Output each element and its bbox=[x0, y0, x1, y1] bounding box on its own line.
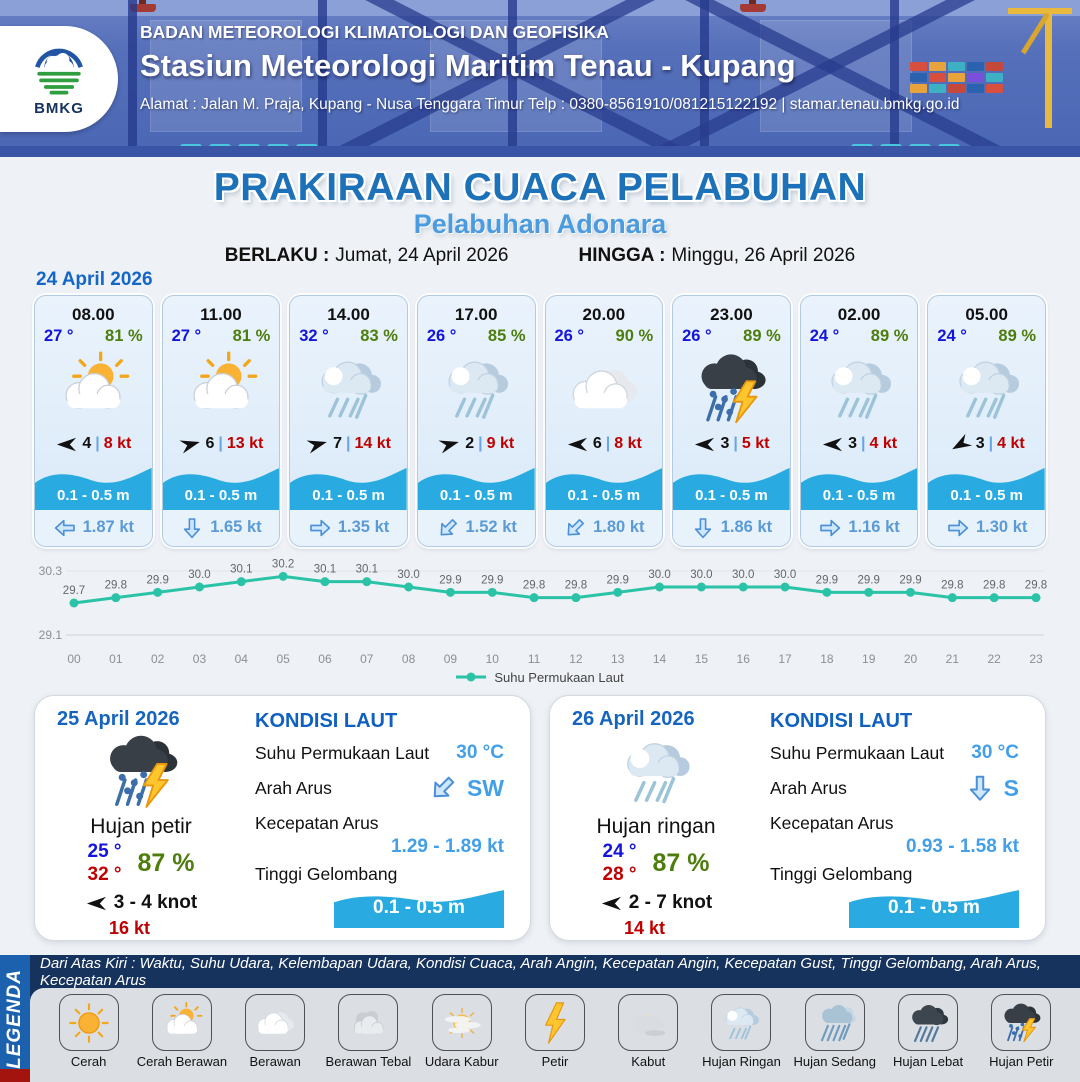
humidity-value: 81 % bbox=[105, 327, 143, 345]
air-temperature: 27 ° bbox=[171, 327, 202, 345]
gust-speed: 9 kt bbox=[486, 435, 515, 453]
svg-text:21: 21 bbox=[945, 652, 960, 666]
air-temperature: 26 ° bbox=[426, 327, 457, 345]
wind-divider: | bbox=[860, 435, 866, 453]
gust-speed: 8 kt bbox=[614, 435, 642, 453]
svg-text:23: 23 bbox=[1029, 652, 1043, 666]
wind-divider: | bbox=[478, 435, 483, 453]
svg-text:29.9: 29.9 bbox=[606, 574, 629, 587]
weather-icon bbox=[338, 994, 398, 1051]
sst-chart bbox=[30, 549, 1050, 667]
svg-text:29.8: 29.8 bbox=[522, 579, 546, 592]
legend-item-label: Kabut bbox=[631, 1054, 666, 1069]
hourly-forecast-row bbox=[0, 295, 1080, 547]
gust-speed: 13 kt bbox=[226, 435, 264, 453]
current-speed: 1.80 kt bbox=[593, 518, 645, 537]
humidity-value: 83 % bbox=[360, 327, 398, 345]
bmkg-logo-icon bbox=[26, 41, 92, 99]
air-temperature: 24 ° bbox=[937, 327, 967, 345]
svg-text:30.0: 30.0 bbox=[773, 569, 797, 581]
svg-text:30.1: 30.1 bbox=[355, 563, 378, 576]
daily-forecast-card bbox=[34, 695, 531, 941]
valid-from-label: BERLAKU : bbox=[224, 245, 330, 266]
forecast-card bbox=[289, 295, 408, 547]
wave-height-value: 0.1 - 0.5 m bbox=[312, 486, 385, 504]
wave-height-band bbox=[849, 885, 1019, 928]
agency-name: BADAN METEOROLOGI KLIMATOLOGI DAN GEOFISIKA bbox=[140, 22, 609, 42]
weather-icon bbox=[928, 346, 1045, 432]
wind-speed: 6 bbox=[592, 435, 602, 453]
wind-range: 3 - 4 knot bbox=[113, 892, 198, 914]
station-address: Alamat : Jalan M. Praja, Kupang - Nusa Tenggara Timur Telp : 0380-8561910/081215122192 | stamar.tenau.bmkg.go.id bbox=[140, 96, 960, 113]
current-direction-icon bbox=[946, 516, 970, 540]
wave-height-value: 0.1 - 0.5 m bbox=[184, 486, 258, 504]
current-speed: 1.30 kt bbox=[976, 518, 1028, 537]
current-direction-value: SW bbox=[466, 774, 504, 801]
station-name: Stasiun Meteorologi Maritim Tenau - Kupang bbox=[140, 48, 796, 83]
legend-item-label: Cerah Berawan bbox=[136, 1054, 228, 1069]
legend-item bbox=[602, 994, 695, 1082]
gust-speed: 16 kt bbox=[109, 917, 151, 938]
wave-height-band bbox=[163, 459, 280, 510]
legend-item bbox=[229, 994, 322, 1082]
legend-strip bbox=[0, 955, 30, 1082]
weather-icon bbox=[991, 994, 1051, 1051]
forecast-time: 14.00 bbox=[327, 305, 370, 324]
svg-text:29.8: 29.8 bbox=[982, 579, 1006, 592]
wind-direction-icon bbox=[304, 430, 332, 458]
valid-from-value: Jumat, 24 April 2026 bbox=[335, 245, 509, 266]
legend-item-label: Hujan Sedang bbox=[793, 1054, 876, 1069]
valid-to-label: HINGGA : bbox=[578, 245, 666, 266]
legend-item bbox=[975, 994, 1068, 1082]
wind-direction-icon bbox=[821, 433, 844, 456]
weather-icon bbox=[152, 994, 212, 1051]
svg-text:29.9: 29.9 bbox=[857, 574, 880, 587]
wave-height-band bbox=[801, 459, 918, 510]
wind-divider: | bbox=[346, 435, 351, 453]
current-direction-icon bbox=[431, 511, 465, 545]
legend-item-label: Berawan bbox=[249, 1054, 301, 1069]
sst-label: Suhu Permukaan Laut bbox=[255, 742, 430, 763]
svg-text:30.0: 30.0 bbox=[690, 569, 713, 581]
wave-height-value: 0.1 - 0.5 m bbox=[950, 486, 1023, 504]
sea-conditions-title: KONDISI LAUT bbox=[255, 710, 398, 732]
svg-text:06: 06 bbox=[318, 652, 332, 666]
wind-divider: | bbox=[605, 435, 611, 453]
chart-legend-marker-icon bbox=[456, 672, 486, 682]
air-temperature: 24 ° bbox=[809, 327, 840, 345]
legend-title: LEGENDA bbox=[4, 968, 25, 1069]
wind-direction-icon bbox=[693, 433, 716, 456]
current-speed: 1.52 kt bbox=[465, 518, 517, 537]
port-name: Pelabuhan Adonara bbox=[413, 209, 667, 239]
wave-height-value: 0.1 - 0.5 m bbox=[695, 486, 768, 504]
svg-text:29.8: 29.8 bbox=[1024, 579, 1048, 592]
humidity-value: 81 % bbox=[232, 327, 271, 345]
wave-height-label: Tinggi Gelombang bbox=[255, 864, 398, 884]
wind-direction-icon bbox=[944, 429, 975, 460]
weather-icon bbox=[546, 346, 663, 432]
wind-speed: 7 bbox=[333, 435, 343, 453]
weather-icon bbox=[898, 994, 958, 1051]
day1-date: 24 April 2026 bbox=[36, 269, 153, 290]
bmkg-logo-text: BMKG bbox=[34, 100, 84, 117]
daily-forecast-row bbox=[0, 687, 1080, 941]
svg-text:11: 11 bbox=[527, 652, 541, 666]
legend-item-label: Udara Kabur bbox=[424, 1054, 499, 1069]
forecast-card bbox=[545, 295, 664, 547]
current-speed-value: 1.29 - 1.89 kt bbox=[390, 836, 504, 857]
title-block bbox=[0, 157, 1080, 269]
humidity-value: 87 % bbox=[652, 849, 710, 878]
svg-text:03: 03 bbox=[192, 652, 207, 666]
temp-min: 24 ° bbox=[602, 841, 637, 862]
legend-item-label: Berawan Tebal bbox=[325, 1054, 412, 1069]
gust-speed: 14 kt bbox=[354, 435, 391, 453]
legend-item bbox=[135, 994, 228, 1082]
svg-text:10: 10 bbox=[485, 652, 499, 666]
wind-divider: | bbox=[988, 435, 994, 453]
legend-item-label: Petir bbox=[541, 1054, 569, 1069]
weather-icon bbox=[59, 994, 119, 1051]
legend-item bbox=[788, 994, 881, 1082]
sst-value: 30 °C bbox=[456, 742, 504, 763]
forecast-time: 20.00 bbox=[582, 305, 626, 324]
svg-text:00: 00 bbox=[67, 652, 81, 666]
svg-text:16: 16 bbox=[736, 652, 750, 666]
svg-text:29.1: 29.1 bbox=[38, 628, 62, 642]
humidity-value: 90 % bbox=[615, 327, 654, 345]
wave-height-band bbox=[546, 459, 663, 510]
svg-text:29.9: 29.9 bbox=[146, 574, 169, 587]
air-temperature: 26 ° bbox=[682, 327, 712, 345]
svg-text:29.9: 29.9 bbox=[481, 574, 504, 587]
forecast-time: 23.00 bbox=[710, 305, 753, 324]
weather-condition: Hujan petir bbox=[90, 815, 192, 838]
legend-item bbox=[42, 994, 135, 1082]
forecast-card bbox=[34, 295, 153, 547]
air-temperature: 32 ° bbox=[299, 327, 329, 345]
wind-speed: 4 bbox=[82, 435, 92, 453]
svg-text:29.9: 29.9 bbox=[439, 574, 462, 587]
svg-text:20: 20 bbox=[903, 652, 918, 666]
current-direction-icon bbox=[818, 516, 842, 540]
header bbox=[0, 0, 1080, 157]
wind-direction-icon bbox=[600, 892, 623, 915]
wave-height-band bbox=[290, 459, 407, 510]
svg-text:30.1: 30.1 bbox=[230, 563, 253, 576]
page-title: PRAKIRAAN CUACA PELABUHAN bbox=[213, 166, 867, 209]
weather-icon bbox=[245, 994, 305, 1051]
current-speed: 1.87 kt bbox=[82, 518, 134, 537]
forecast-time: 02.00 bbox=[837, 305, 881, 324]
weather-icon bbox=[432, 994, 492, 1051]
svg-text:02: 02 bbox=[150, 652, 165, 666]
current-speed: 1.35 kt bbox=[337, 518, 390, 537]
legend-icon-row bbox=[30, 988, 1080, 1082]
current-direction-icon bbox=[965, 773, 995, 803]
svg-text:12: 12 bbox=[569, 652, 583, 666]
forecast-date: 25 April 2026 bbox=[57, 708, 180, 730]
weather-icon bbox=[801, 346, 918, 432]
air-temperature: 27 ° bbox=[44, 327, 74, 345]
svg-text:30.0: 30.0 bbox=[732, 569, 755, 581]
weather-icon bbox=[602, 729, 710, 815]
chart-legend-label: Suhu Permukaan Laut bbox=[494, 669, 624, 685]
forecast-card bbox=[162, 295, 281, 547]
svg-text:09: 09 bbox=[443, 652, 458, 666]
wave-height-label: Tinggi Gelombang bbox=[770, 864, 913, 884]
humidity-value: 87 % bbox=[137, 849, 195, 878]
air-temperature: 26 ° bbox=[554, 327, 585, 345]
weather-icon bbox=[35, 346, 152, 432]
current-direction-icon bbox=[53, 516, 77, 540]
svg-text:15: 15 bbox=[694, 652, 709, 666]
boat-illustration bbox=[740, 4, 766, 12]
humidity-value: 85 % bbox=[487, 327, 526, 345]
current-speed-label: Kecepatan Arus bbox=[255, 813, 379, 833]
legend-item bbox=[508, 994, 601, 1082]
svg-text:19: 19 bbox=[862, 652, 876, 666]
legend-item-label: Hujan Petir bbox=[989, 1054, 1054, 1069]
svg-text:01: 01 bbox=[109, 652, 123, 666]
validity-row bbox=[0, 243, 1080, 269]
sst-chart-section bbox=[0, 547, 1080, 667]
chart-legend bbox=[0, 667, 1080, 687]
wave-height-value: 0.1 - 0.5 m bbox=[439, 486, 513, 504]
humidity-value: 89 % bbox=[998, 327, 1036, 345]
svg-text:29.9: 29.9 bbox=[815, 574, 839, 587]
forecast-card bbox=[800, 295, 919, 547]
daily-forecast-card bbox=[549, 695, 1046, 941]
svg-text:29.8: 29.8 bbox=[104, 579, 128, 592]
wave-height-value: 0.1 - 0.5 m bbox=[567, 486, 641, 504]
wave-height-value: 0.1 - 0.5 m bbox=[373, 897, 465, 918]
humidity-value: 89 % bbox=[870, 327, 909, 345]
current-direction-icon bbox=[422, 767, 464, 809]
svg-text:07: 07 bbox=[360, 652, 374, 666]
forecast-card bbox=[417, 295, 536, 547]
current-direction-label: Arah Arus bbox=[770, 777, 847, 798]
current-speed: 1.16 kt bbox=[848, 518, 900, 537]
temp-min: 25 ° bbox=[87, 841, 122, 862]
weather-icon bbox=[418, 346, 535, 432]
forecast-card bbox=[672, 295, 791, 547]
gust-speed: 4 kt bbox=[997, 435, 1025, 453]
svg-text:30.0: 30.0 bbox=[188, 569, 211, 581]
weather-icon bbox=[805, 994, 865, 1051]
legend-red-accent bbox=[0, 1069, 30, 1082]
wave-height-value: 0.1 - 0.5 m bbox=[57, 486, 130, 504]
forecast-time: 11.00 bbox=[200, 305, 242, 324]
wave-height-band bbox=[418, 459, 535, 510]
gust-speed: 4 kt bbox=[869, 435, 898, 453]
wave-height-band bbox=[673, 459, 790, 510]
legend-item-label: Hujan Ringan bbox=[702, 1054, 781, 1069]
current-direction-icon bbox=[691, 516, 715, 540]
current-direction-icon bbox=[180, 516, 204, 540]
svg-text:18: 18 bbox=[820, 652, 834, 666]
gust-speed: 14 kt bbox=[624, 917, 666, 938]
svg-text:08: 08 bbox=[401, 652, 416, 666]
svg-text:04: 04 bbox=[234, 652, 248, 666]
wind-speed: 3 bbox=[975, 435, 985, 453]
svg-text:30.1: 30.1 bbox=[313, 563, 337, 576]
current-speed-label: Kecepatan Arus bbox=[770, 813, 894, 833]
legend-description: Dari Atas Kiri : Waktu, Suhu Udara, Kelembapan Udara, Kondisi Cuaca, Arah Angin, Kecepatan Angin, Kecepatan Gust, Tinggi Gelombang, Arah Arus, Kecepatan Arus bbox=[40, 954, 1041, 989]
wind-divider: | bbox=[218, 435, 223, 453]
svg-text:22: 22 bbox=[987, 652, 1001, 666]
wave-height-value: 0.1 - 0.5 m bbox=[822, 486, 896, 504]
forecast-time: 05.00 bbox=[965, 305, 1008, 324]
weather-icon bbox=[673, 346, 790, 432]
weather-icon bbox=[290, 346, 407, 432]
humidity-value: 89 % bbox=[743, 327, 781, 345]
wind-direction-icon bbox=[436, 430, 464, 458]
wave-height-band bbox=[928, 459, 1045, 510]
current-speed: 1.86 kt bbox=[720, 518, 773, 537]
svg-text:30.0: 30.0 bbox=[648, 569, 671, 581]
forecast-time: 08.00 bbox=[72, 305, 115, 324]
wave-height-value: 0.1 - 0.5 m bbox=[888, 897, 980, 918]
current-speed-value: 0.93 - 1.58 kt bbox=[905, 836, 1019, 857]
svg-text:30.0: 30.0 bbox=[397, 569, 420, 581]
svg-text:29.8: 29.8 bbox=[941, 579, 964, 592]
forecast-card bbox=[927, 295, 1046, 547]
legend-item bbox=[415, 994, 508, 1082]
wind-direction-icon bbox=[55, 433, 78, 456]
svg-text:29.9: 29.9 bbox=[899, 574, 922, 587]
gust-speed: 5 kt bbox=[741, 435, 770, 453]
current-direction-icon bbox=[308, 516, 332, 540]
weather-icon bbox=[711, 994, 771, 1051]
weather-icon bbox=[163, 346, 280, 432]
wind-speed: 6 bbox=[205, 435, 215, 453]
svg-text:13: 13 bbox=[611, 652, 625, 666]
wind-direction-icon bbox=[176, 430, 204, 458]
wind-direction-icon bbox=[85, 892, 108, 915]
legend-item bbox=[695, 994, 788, 1082]
forecast-time: 17.00 bbox=[454, 305, 498, 324]
current-direction-label: Arah Arus bbox=[255, 777, 332, 798]
wind-speed: 3 bbox=[848, 435, 857, 453]
weather-icon bbox=[525, 994, 585, 1051]
sst-label: Suhu Permukaan Laut bbox=[770, 742, 945, 763]
sst-value: 30 °C bbox=[971, 742, 1019, 763]
svg-text:30.2: 30.2 bbox=[271, 558, 295, 571]
weather-icon bbox=[618, 994, 678, 1051]
temp-max: 28 ° bbox=[602, 863, 637, 885]
wind-divider: | bbox=[95, 435, 100, 453]
legend-section bbox=[0, 955, 1080, 1082]
wave-height-band bbox=[35, 459, 152, 510]
wind-speed: 2 bbox=[465, 435, 475, 453]
weather-condition: Hujan ringan bbox=[596, 815, 716, 838]
wind-speed: 3 bbox=[720, 435, 730, 453]
current-direction-icon bbox=[558, 511, 592, 545]
svg-text:14: 14 bbox=[652, 652, 667, 666]
bmkg-logo bbox=[0, 26, 118, 132]
wave-height-band bbox=[334, 885, 504, 928]
legend-item-label: Cerah bbox=[70, 1054, 107, 1069]
wind-divider: | bbox=[733, 435, 738, 453]
weather-icon bbox=[87, 729, 195, 815]
svg-text:30.3: 30.3 bbox=[38, 564, 62, 578]
svg-text:17: 17 bbox=[778, 652, 792, 666]
svg-text:29.7: 29.7 bbox=[62, 585, 86, 597]
legend-item-label: Hujan Lebat bbox=[892, 1054, 964, 1069]
svg-text:05: 05 bbox=[276, 652, 290, 666]
valid-to-value: Minggu, 26 April 2026 bbox=[671, 245, 856, 266]
wind-direction-icon bbox=[566, 433, 589, 456]
svg-text:29.8: 29.8 bbox=[564, 579, 588, 592]
current-speed: 1.65 kt bbox=[210, 518, 262, 537]
forecast-date: 26 April 2026 bbox=[572, 708, 695, 730]
gust-speed: 8 kt bbox=[103, 435, 132, 453]
sea-conditions-title: KONDISI LAUT bbox=[770, 710, 913, 732]
wind-range: 2 - 7 knot bbox=[628, 892, 713, 914]
temp-max: 32 ° bbox=[87, 863, 122, 885]
legend-item bbox=[322, 994, 415, 1082]
legend-item bbox=[881, 994, 974, 1082]
current-direction-value: S bbox=[1003, 774, 1019, 801]
